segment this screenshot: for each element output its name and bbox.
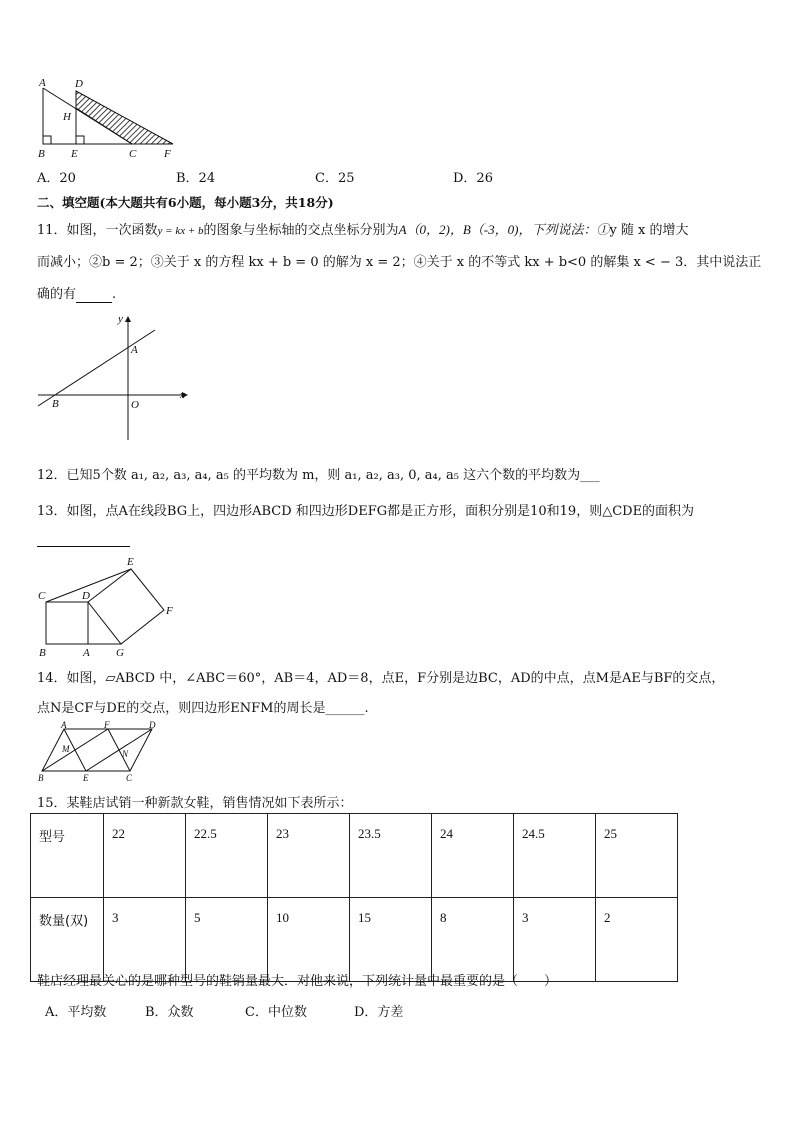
q15-size-cell: 22 — [104, 814, 186, 898]
q11-y-arrow — [125, 316, 131, 322]
q15-header-size: 型号 — [31, 814, 104, 898]
q15-option-d[interactable]: D．方差 — [354, 1005, 404, 1020]
q11-point-b: B（-3，0)，下列说法：① — [462, 222, 610, 237]
q11-text-b: 的图象与坐标轴的交点坐标分别为 — [203, 223, 399, 238]
q15-count-cell: 8 — [432, 898, 514, 982]
q15-count-cell: 3 — [104, 898, 186, 982]
q14-label-m: M — [62, 744, 70, 754]
q11-line3: 确的有 . — [37, 287, 117, 302]
q15-size-cell: 23.5 — [350, 814, 432, 898]
q11-label-o: O — [131, 399, 139, 411]
q10-label-d: D — [75, 78, 83, 90]
q15-count-cell: 15 — [350, 898, 432, 982]
q10-label-a: A — [39, 77, 46, 89]
q15-size-cell: 24 — [432, 814, 514, 898]
q11-label-a: A — [131, 344, 138, 356]
q15-size-cell: 23 — [268, 814, 350, 898]
q14-label-a: A — [61, 720, 67, 730]
q14-label-b: B — [38, 773, 44, 783]
q10-label-f: F — [164, 148, 171, 160]
q11-graph — [30, 308, 195, 444]
q10-option-a[interactable]: A．20 — [37, 171, 76, 186]
q14-label-n: N — [122, 749, 129, 759]
q10-option-c[interactable]: C．25 — [315, 171, 355, 186]
q11-text-a: 11．如图，一次函数 — [37, 223, 158, 238]
q15-question: 鞋店经理最关心的是哪种型号的鞋销量最大．对他来说，下列统计量中最重要的是（ ） — [37, 974, 558, 989]
q13-square-abcd — [46, 602, 88, 644]
q13-label-e: E — [127, 556, 134, 568]
section-heading: 二、填空题(本大题共有6小题，每小题3分，共18分) — [37, 195, 334, 210]
q14-figure — [34, 719, 164, 785]
q14-line1: 14．如图，▱ABCD 中，∠ABC＝60°，AB＝4，AD＝8，点E，F分别是边BC，AD的中点，点M是AE与BF的交点， — [37, 671, 725, 686]
q13-answer-blank[interactable] — [37, 531, 130, 547]
q15-option-c[interactable]: C．中位数 — [245, 1005, 307, 1020]
q14-label-e: E — [83, 773, 89, 783]
q10-label-h: H — [63, 111, 71, 123]
table-row — [31, 898, 678, 982]
q15-count-cell: 10 — [268, 898, 350, 982]
q10-right-angle-b — [43, 136, 51, 144]
q11-answer-blank[interactable] — [76, 287, 112, 303]
q13-square-defg — [88, 569, 164, 644]
q15-table — [30, 813, 678, 982]
q10-right-angle-e — [76, 136, 84, 144]
q14-line2: 点N是CF与DE的交点，则四边形ENFM的周长是______. — [37, 701, 369, 716]
q15-header-count: 数量(双) — [31, 898, 104, 982]
q10-shaded-region — [76, 91, 173, 144]
q14-label-d: D — [149, 720, 156, 730]
q13-label-f: F — [166, 605, 173, 617]
q15-size-cell: 25 — [596, 814, 678, 898]
q10-label-c: C — [129, 148, 137, 160]
q11-line2: 而减小；②b = 2；③关于 x 的方程 kx + b = 0 的解为 x = 2；④关于 x 的不等式 kx + b<0 的解集 x < − 3．其中说法正 — [37, 255, 762, 270]
q15-size-cell: 24.5 — [514, 814, 596, 898]
q13-label-g: G — [116, 647, 124, 659]
q13-label-d: D — [82, 590, 90, 602]
q15-count-cell: 2 — [596, 898, 678, 982]
q10-option-b[interactable]: B．24 — [176, 171, 216, 186]
q13-figure — [34, 553, 184, 659]
q14-label-c: C — [126, 773, 133, 783]
q11-text-end: 确的有 — [37, 287, 77, 302]
q14-label-f: F — [104, 720, 110, 730]
q10-label-b: B — [38, 148, 45, 160]
q10-label-e: E — [71, 148, 78, 160]
q12-text: 12．已知5个数 a₁, a₂, a₃, a₄, a₅ 的平均数为 m，则 a₁, a₂, a₃, 0, a₄, a₅ 这六个数的平均数为___ — [37, 468, 600, 483]
q14-parallelogram — [42, 729, 152, 771]
q11-label-y: y — [118, 313, 123, 325]
table-row — [31, 814, 678, 898]
q13-label-a: A — [83, 647, 90, 659]
q15-option-a[interactable]: A．平均数 — [45, 1005, 107, 1020]
q14-segment-bf — [42, 729, 108, 771]
q15-count-cell: 5 — [186, 898, 268, 982]
q13-text: 13．如图，点A在线段BG上，四边形ABCD 和四边形DEFG都是正方形，面积分别是10和19，则△CDE的面积为 — [37, 504, 695, 519]
q11-text-c: y 随 x 的增大 — [609, 223, 689, 238]
q11-label-x: x — [180, 389, 185, 401]
q13-label-b: B — [39, 647, 46, 659]
q11-line1 — [37, 219, 689, 238]
q13-label-c: C — [38, 590, 46, 602]
q14-segment-de — [86, 729, 152, 771]
q11-point-a: A（0，2)， — [398, 222, 463, 237]
q15-option-b[interactable]: B．众数 — [145, 1005, 194, 1020]
q10-option-d[interactable]: D．26 — [453, 171, 493, 186]
q15-count-cell: 3 — [514, 898, 596, 982]
q11-label-b: B — [52, 398, 59, 410]
q15-size-cell: 22.5 — [186, 814, 268, 898]
q11-expr: y = kx + b — [157, 225, 204, 237]
q15-intro: 15．某鞋店试销一种新款女鞋，销售情况如下表所示： — [37, 796, 353, 811]
q10-figure — [34, 74, 184, 160]
